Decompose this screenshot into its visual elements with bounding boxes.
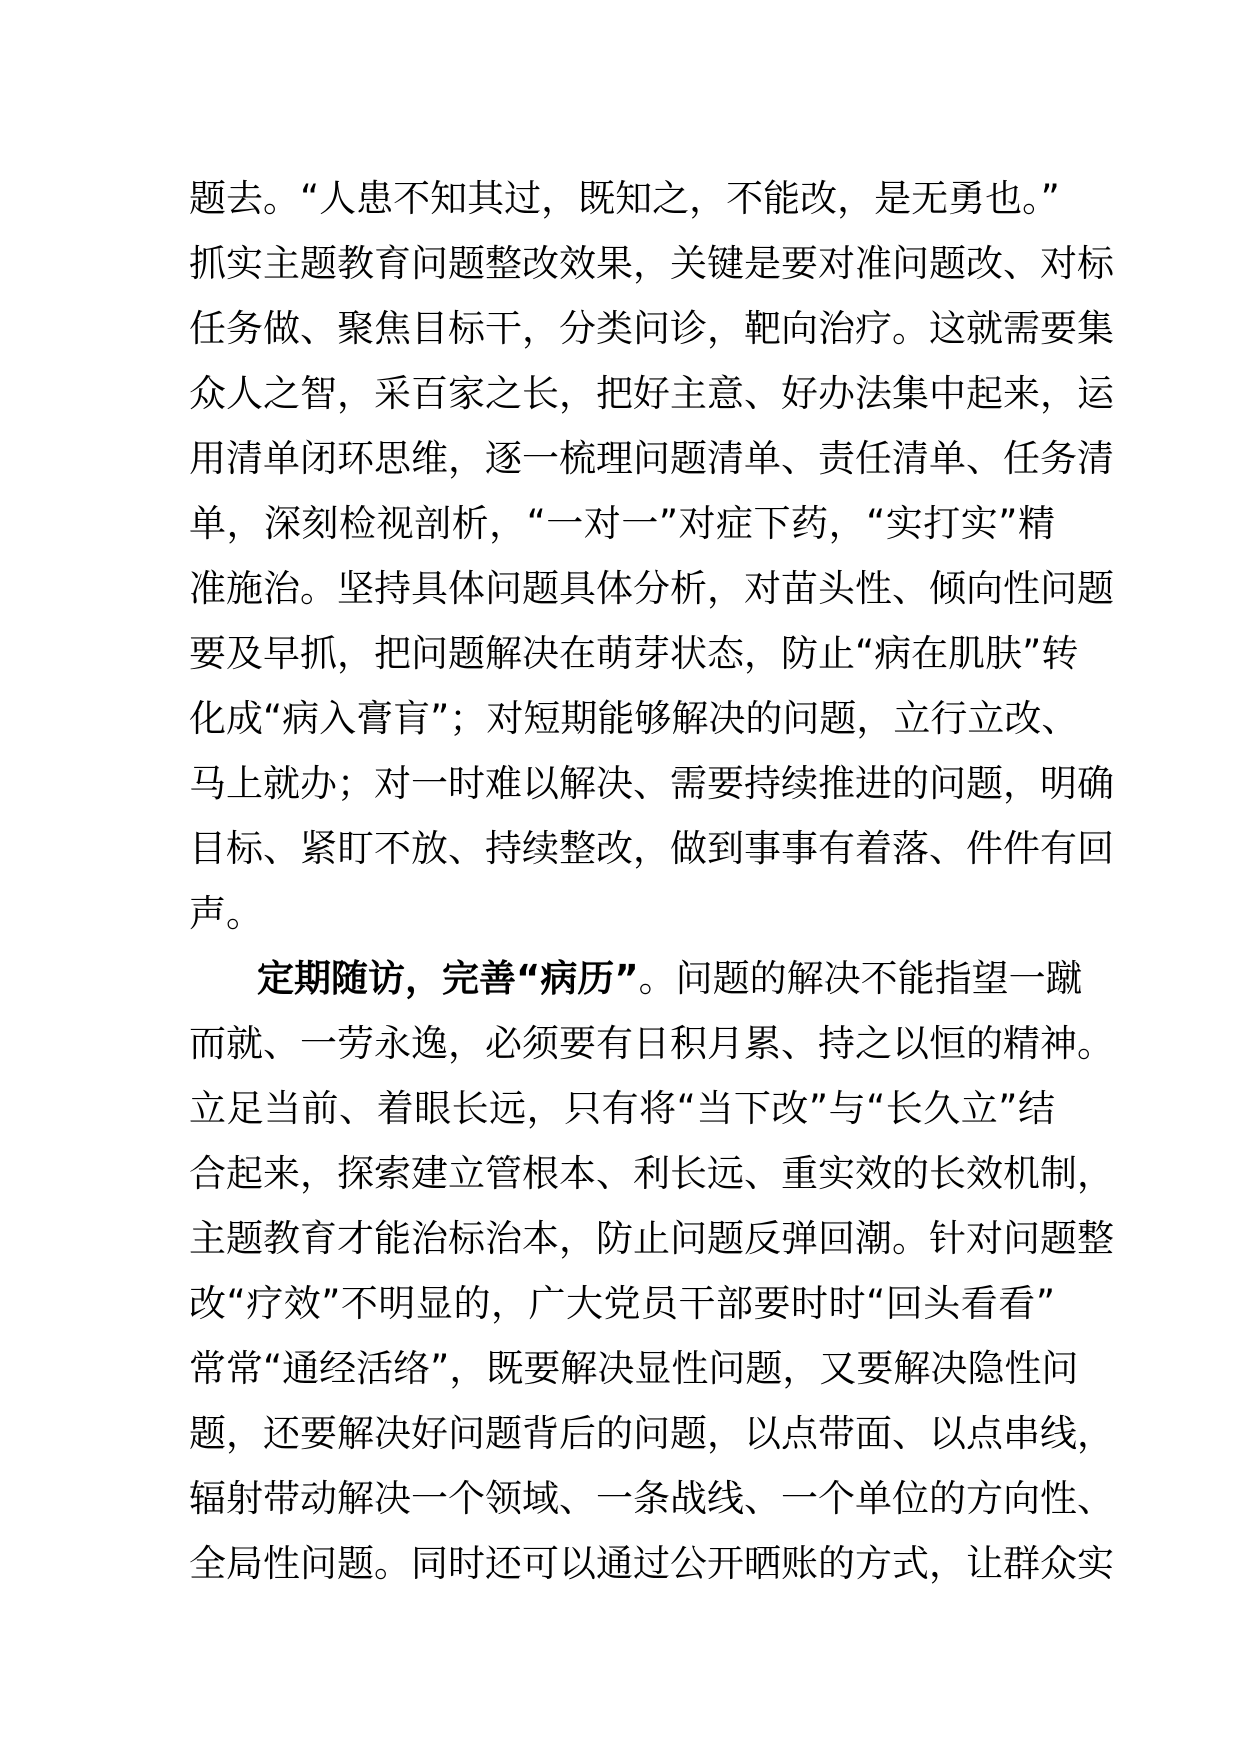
paragraph-line: 用清单闭环思维，逐一梳理问题清单、责任清单、任务清 [189,437,1114,480]
paragraph-line: 辐射带动解决一个领域、一条战线、一个单位的方向性、 [189,1477,1114,1520]
paragraph-line: 马上就办；对一时难以解决、需要持续推进的问题，明确 [189,762,1114,805]
paragraph-text: 。问题的解决不能指望一蹴 [638,957,1083,1000]
paragraph-line: 改“疗效”不明显的，广大党员干部要时时“回头看看” [189,1282,1055,1325]
paragraph-first-line [189,946,1083,1011]
paragraph-line: 常常“通经活络”，既要解决显性问题，又要解决隐性问 [189,1347,1079,1390]
paragraph-line: 题，还要解决好问题背后的问题，以点带面、以点串线， [189,1412,1114,1455]
paragraph-line: 目标、紧盯不放、持续整改，做到事事有着落、件件有回 [189,827,1114,870]
paragraph-line: 要及早抓，把问题解决在萌芽状态，防止“病在肌肤”转 [189,632,1079,675]
paragraph-line: 众人之智，采百家之长，把好主意、好办法集中起来，运 [189,372,1114,415]
paragraph-line: 主题教育才能治标治本，防止问题反弹回潮。针对问题整 [189,1217,1114,1260]
paragraph-line: 化成“病入膏肓”；对短期能够解决的问题，立行立改、 [189,697,1079,740]
paragraph-line: 立足当前、着眼长远，只有将“当下改”与“长久立”结 [189,1087,1055,1130]
paragraph-line: 合起来，探索建立管根本、利长远、重实效的长效机制， [189,1152,1114,1195]
paragraph-line: 全局性问题。同时还可以通过公开晒账的方式，让群众实 [189,1542,1114,1585]
document-body [189,166,1114,1596]
paragraph-line: 单，深刻检视剖析，“一对一”对症下药，“实打实”精 [189,502,1055,545]
paragraph-line: 抓实主题教育问题整改效果，关键是要对准问题改、对标 [189,242,1114,285]
paragraph-line: 准施治。坚持具体问题具体分析，对苗头性、倾向性问题 [189,567,1114,610]
paragraph [189,166,1114,946]
paragraph-line: 而就、一劳永逸，必须要有日积月累、持之以恒的精神。 [189,1022,1114,1065]
paragraph-line: 任务做、聚焦目标干，分类问诊，靶向治疗。这就需要集 [189,307,1114,350]
paragraph [189,946,1114,1596]
section-heading: 定期随访，完善“病历” [257,957,639,1000]
paragraph-line: 题去。“人患不知其过，既知之，不能改，是无勇也。” [189,177,1060,220]
paragraph-line: 声。 [189,892,263,935]
